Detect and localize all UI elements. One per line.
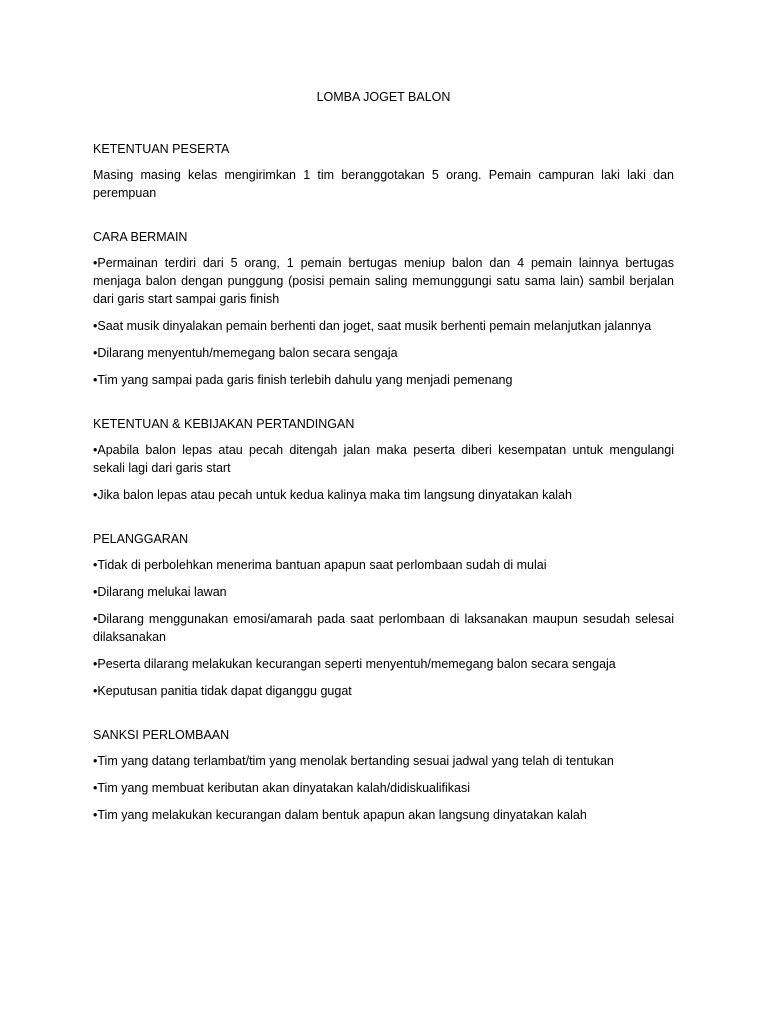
section-heading: CARA BERMAIN	[93, 230, 188, 244]
bullet-item: •Saat musik dinyalakan pemain berhenti dan joget, saat musik berhenti pemain melanjutkan jalannya	[93, 319, 652, 333]
section-sanksi-perlombaan	[93, 726, 674, 824]
bullet-item: •Jika balon lepas atau pecah untuk kedua kalinya maka tim langsung dinyatakan kalah	[93, 488, 572, 502]
section-pelanggaran	[93, 530, 674, 700]
bullet-item: •Tidak di perbolehkan menerima bantuan apapun saat perlombaan sudah di mulai	[93, 558, 547, 572]
paragraph: Masing masing kelas mengirimkan 1 tim beranggotakan 5 orang. Pemain campuran laki laki dan perempuan	[93, 168, 674, 200]
document-page	[93, 88, 674, 850]
bullet-item: •Dilarang menyentuh/memegang balon secara sengaja	[93, 346, 398, 360]
section-heading: KETENTUAN & KEBIJAKAN PERTANDINGAN	[93, 417, 355, 431]
bullet-item: •Dilarang menggunakan emosi/amarah pada saat perlombaan di laksanakan maupun sesudah selesai dilaksanakan	[93, 612, 674, 644]
bullet-item: •Peserta dilarang melakukan kecurangan seperti menyentuh/memegang balon secara sengaja	[93, 657, 616, 671]
section-ketentuan-kebijakan	[93, 415, 674, 504]
section-heading: PELANGGARAN	[93, 532, 189, 546]
bullet-item: •Keputusan panitia tidak dapat diganggu gugat	[93, 684, 352, 698]
bullet-item: •Tim yang membuat keributan akan dinyatakan kalah/didiskualifikasi	[93, 781, 471, 795]
bullet-item: •Permainan terdiri dari 5 orang, 1 pemain bertugas meniup balon dan 4 pemain lainnya bertugas menjaga balon dengan punggung (posisi pemain saling memunggungi satu sama lain) sambil berjalan dari garis start sampai garis finish	[93, 256, 674, 306]
bullet-item: •Tim yang sampai pada garis finish terlebih dahulu yang menjadi pemenang	[93, 373, 513, 387]
bullet-item: •Tim yang melakukan kecurangan dalam bentuk apapun akan langsung dinyatakan kalah	[93, 808, 587, 822]
section-heading: SANKSI PERLOMBAAN	[93, 728, 230, 742]
document-title: LOMBA JOGET BALON	[316, 90, 451, 104]
section-heading: KETENTUAN PESERTA	[93, 142, 230, 156]
bullet-item: •Apabila balon lepas atau pecah ditengah jalan maka peserta diberi kesempatan untuk mengulangi sekali lagi dari garis start	[93, 443, 674, 475]
section-cara-bermain	[93, 228, 674, 389]
section-ketentuan-peserta	[93, 140, 674, 202]
bullet-item: •Tim yang datang terlambat/tim yang menolak bertanding sesuai jadwal yang telah di tentukan	[93, 754, 614, 768]
bullet-item: •Dilarang melukai lawan	[93, 585, 227, 599]
